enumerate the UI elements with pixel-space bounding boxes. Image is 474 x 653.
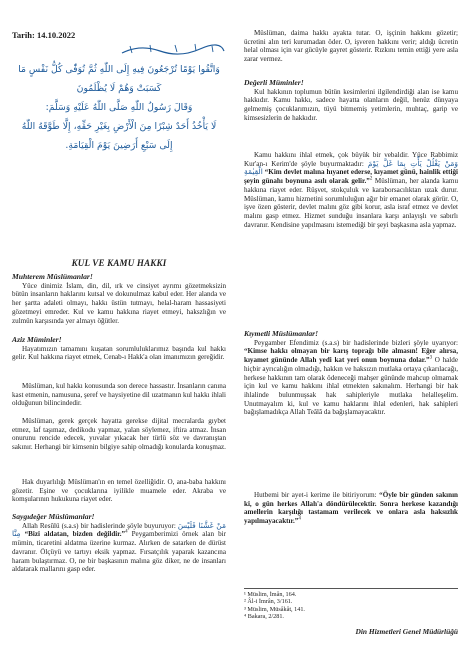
section-heading: Kıymetli Müslümanlar! <box>244 329 319 338</box>
paragraph <box>244 151 458 229</box>
footnote: ² Âl-i İmrân, 3/161. <box>244 598 293 606</box>
paragraph: Kul hakkının toplumun bütün kesimlerini ilgilendirdiği alan ise kamu hakkıdır. Kamu hakkı, sadece hayatta olanların değil, henüz dünyaya gelmemiş çocuklarımızın, tüyü bitmemiş yetimlerin, muhtaç, garip ve kimsesizlerin de hakkıdır. <box>244 87 458 122</box>
paragraph: Müslüman, kul hakkı konusunda son derece hassastır. İnsanların canına kast etmenin, namusuna, şeref ve haysiyetine dil uzatmanın kul hakkı ihlali olduğunun bilincindedir. <box>12 382 226 408</box>
section-r2 <box>244 79 458 123</box>
quote-bold: “Kimse hakkı olmayan bir karış toprağı bile almasın! Eğer alırsa, kıyamet gününde Allah yedi kat yeri onun boynuna dolar.” <box>244 347 458 365</box>
paragraph-text: Peygamberimizi örnek alan bir mümin, ticaretini aldatma üzerine kurmaz. Alırken de satarken de dürüst davranır. Ölçüyü ve tartıyı eksik yapmaz. Fırsatçılık yaparak kazancına haram bulaştırmaz. O, ne bir başkasının malına göz diker, ne de insanları aldatarak mallarını gasp eder. <box>12 530 227 574</box>
section-6 <box>12 513 226 574</box>
section-r3 <box>244 151 458 229</box>
section-3 <box>12 382 226 408</box>
section-1 <box>12 273 226 325</box>
paragraph: Hayatımızın tamamını kuşatan sorumluluklarımız başında kul hakkı gelir. Kul hakkına riayet etmek, Cenab-ı Hakk'a olan imanımızın gereğidir. <box>12 344 226 362</box>
paragraph-text: Allah Resûlü (s.a.s) bir hadislerinde şöyle buyuruyor: <box>22 521 176 530</box>
footnote: ³ Müslim, Müsâkât, 141. <box>244 605 305 613</box>
section-heading: Muhterem Müslümanlar! <box>12 272 93 281</box>
section-heading: Aziz Müminler! <box>12 335 62 344</box>
arabic-hadith: مَنْ غَشَّنَا فَلَيْسَ مِنَّا <box>12 520 226 539</box>
arabic-verse-line: وَقَالَ رَسُولُ اللّٰهِ صَلَّى اللّٰهُ عَلَيْهِ وَسَلَّمَ: <box>45 102 193 113</box>
paragraph-text: Müslüman, her alanda kamu hakkına riayet eder. Rüşvet, stokçuluk ve karaborsacılıktan uzak durur. Müslüman, kamu hizmetini sorumluluğun ağır bir emanet olarak görür. O, işve özen gösterir, devlet malını göz gibi korur, asla israf etmez ve devlet malını gasp etmez. Hizmet sunduğu insanlara karşı anlayışlı ve sabırlı davranır. Kendisine yapılmasını istemediği bir şeyi başkasına asla yapmaz. <box>244 177 458 229</box>
section-heading: Saygıdeğer Müslümanlar! <box>12 512 95 521</box>
section-5 <box>12 478 226 504</box>
footnote-ref: 4 <box>125 530 128 536</box>
section-heading: Değerli Müminler! <box>244 78 304 87</box>
sermon-title: KUL VE KAMU HAKKI <box>71 258 167 268</box>
bismillah-calligraphy <box>120 42 226 56</box>
footnote-ref: 3 <box>429 355 433 361</box>
paragraph: Müslüman, gerek gerçek hayatta gerekse dijital mecralarda gıybet etmez, laf taşımaz, dedikodu yapmaz, yalan söylemez, iftira atmaz. İnsan onurunu rencide edecek, yuvalar yıkacak her türlü söz ve davranıştan sakınır. Herhangi bir kimsenin bilgiye sahip olmadığı konularda konuşmaz. <box>12 417 226 452</box>
date-label: Tarih: 14.10.2022 <box>12 30 76 40</box>
footnote-ref: 2 <box>369 176 373 182</box>
arabic-verse-line: كَسَبَتْ وَهُمْ لَا يُظْلَمُونَ <box>76 83 162 94</box>
paragraph <box>244 491 458 526</box>
section-2 <box>12 336 226 362</box>
paragraph-text: Hutbemi bir ayet-i kerime ile bitiriyorum: <box>254 491 377 499</box>
footnotes <box>244 588 458 621</box>
arabic-verse-line: إِلَى سَبْعِ أَرَضِينَ يَوْمَ الْقِيَامَةِ. <box>65 140 173 151</box>
paragraph-text: O halde hiçbir ayrıcalığın olmadığı, hakkın ve haksızın mutlaka ortaya çıkarılacağı, herkese hakkının tam olarak ödeneceği mahşer gününde mahcup olmamak için kul ve kamu hakkını ihlal etmekten sakınalım. Herhangi bir hak ihlalinde bulunmuşsak hak sahipleriyle mutlaka helalleşelim. Unutmayalım ki, kul ve kamu haklarını ihlal edenleri, hak sahipleri bağışlamadıkça Allah Teâlâ da bağışlamayacaktır. <box>244 356 458 417</box>
signature: Din Hizmetleri Genel Müdürlüğü <box>355 627 458 636</box>
quote-bold: “Bizi aldatan, bizden değildir.” <box>24 530 126 539</box>
paragraph-text: Peygamber Efendimiz (s.a.s) bir hadislerinde bizleri şöyle uyarıyor: <box>254 338 458 347</box>
arabic-verse-line: لَا يَأْخُذُ أَحَدٌ شِبْرًا مِنَ الْأَرْضِ بِغَيْرِ حَقِّهِ، إِلَّا طَوَّقَهُ اللّٰهُ <box>21 121 217 132</box>
paragraph: Hak duyarlılığı Müslüman'ın en temel özelliğidir. O, ana-baba hakkını gözetir. Eşine ve çocuklarına iyilikle muamele eder. Akraba ve komşularının hukukuna riayet eder. <box>12 478 226 504</box>
section-4 <box>12 417 226 452</box>
footnote-ref: 4 <box>298 516 301 522</box>
paragraph-text: Kamu hakkını ihlal etmek, çok büyük bir vebaldir. Yüce Rabbimiz Kur'an-ı Kerim'de şöyle buyurmaktadır: <box>244 151 458 168</box>
footnote: ¹ Müslim, İmân, 164. <box>244 591 297 598</box>
paragraph: Yüce dinimiz İslam, din, dil, ırk ve cinsiyet ayrımı gözetmeksizin bütün insanların haklarını kutsal ve dokunulmaz kabul eder. Her alanda ve her şartta adaleti olmayı, hakkı üstün tutmayı, helal-haram hassasiyeti gözetmeyi emreder. Kul ve kamu hakkına riayet etmeyi, hakszlığın ve zulmün karşısında yer almayı öğütler. <box>12 281 226 325</box>
section-r5 <box>244 491 458 526</box>
arabic-verse-line: وَاتَّقُوا يَوْمًا تُرْجَعُونَ فِيهِ إِلَى اللّٰهِ ثُمَّ تُوَفّٰى كُلُّ نَفْسٍ مَا <box>18 64 220 75</box>
footnote: ⁴ Bakara, 2/281. <box>244 613 284 621</box>
paragraph <box>244 339 458 417</box>
quote-bold: “Kim devlet malına hıyanet ederse, kıyamet günü, hainlik ettiği şeyin günahı boynuna asılı olarak gelir.” <box>244 168 458 186</box>
section-r4 <box>244 330 458 417</box>
paragraph: Müslüman, daima hakkı ayakta tutar. O, işçinin hakkını gözetir; ücretini alın teri kurumadan öder. O, işveren hakkını verir; aldığı ücretin helal olması için var gücüyle gayret gösterir. Rızkını temin ettiği yere asla zarar vermez. <box>244 29 458 64</box>
paragraph <box>12 522 226 574</box>
arabic-verse-inline: وَمَنْ يَغْلُلْ يَأْتِ بِمَا غَلَّ يَوْمَ الْقِيٰمَةِ <box>244 158 458 177</box>
arabic-verses <box>12 60 226 155</box>
quote-bold: “Öyle bir günden sakının ki, o gün herkes Allah'a döndürülecektir. Sonra herkese kazandığı amellerin karşılığı tastamam verilecek ve onlara asla haksızlık yapılmayacaktır.” <box>244 491 458 526</box>
section-r1 <box>244 29 458 64</box>
